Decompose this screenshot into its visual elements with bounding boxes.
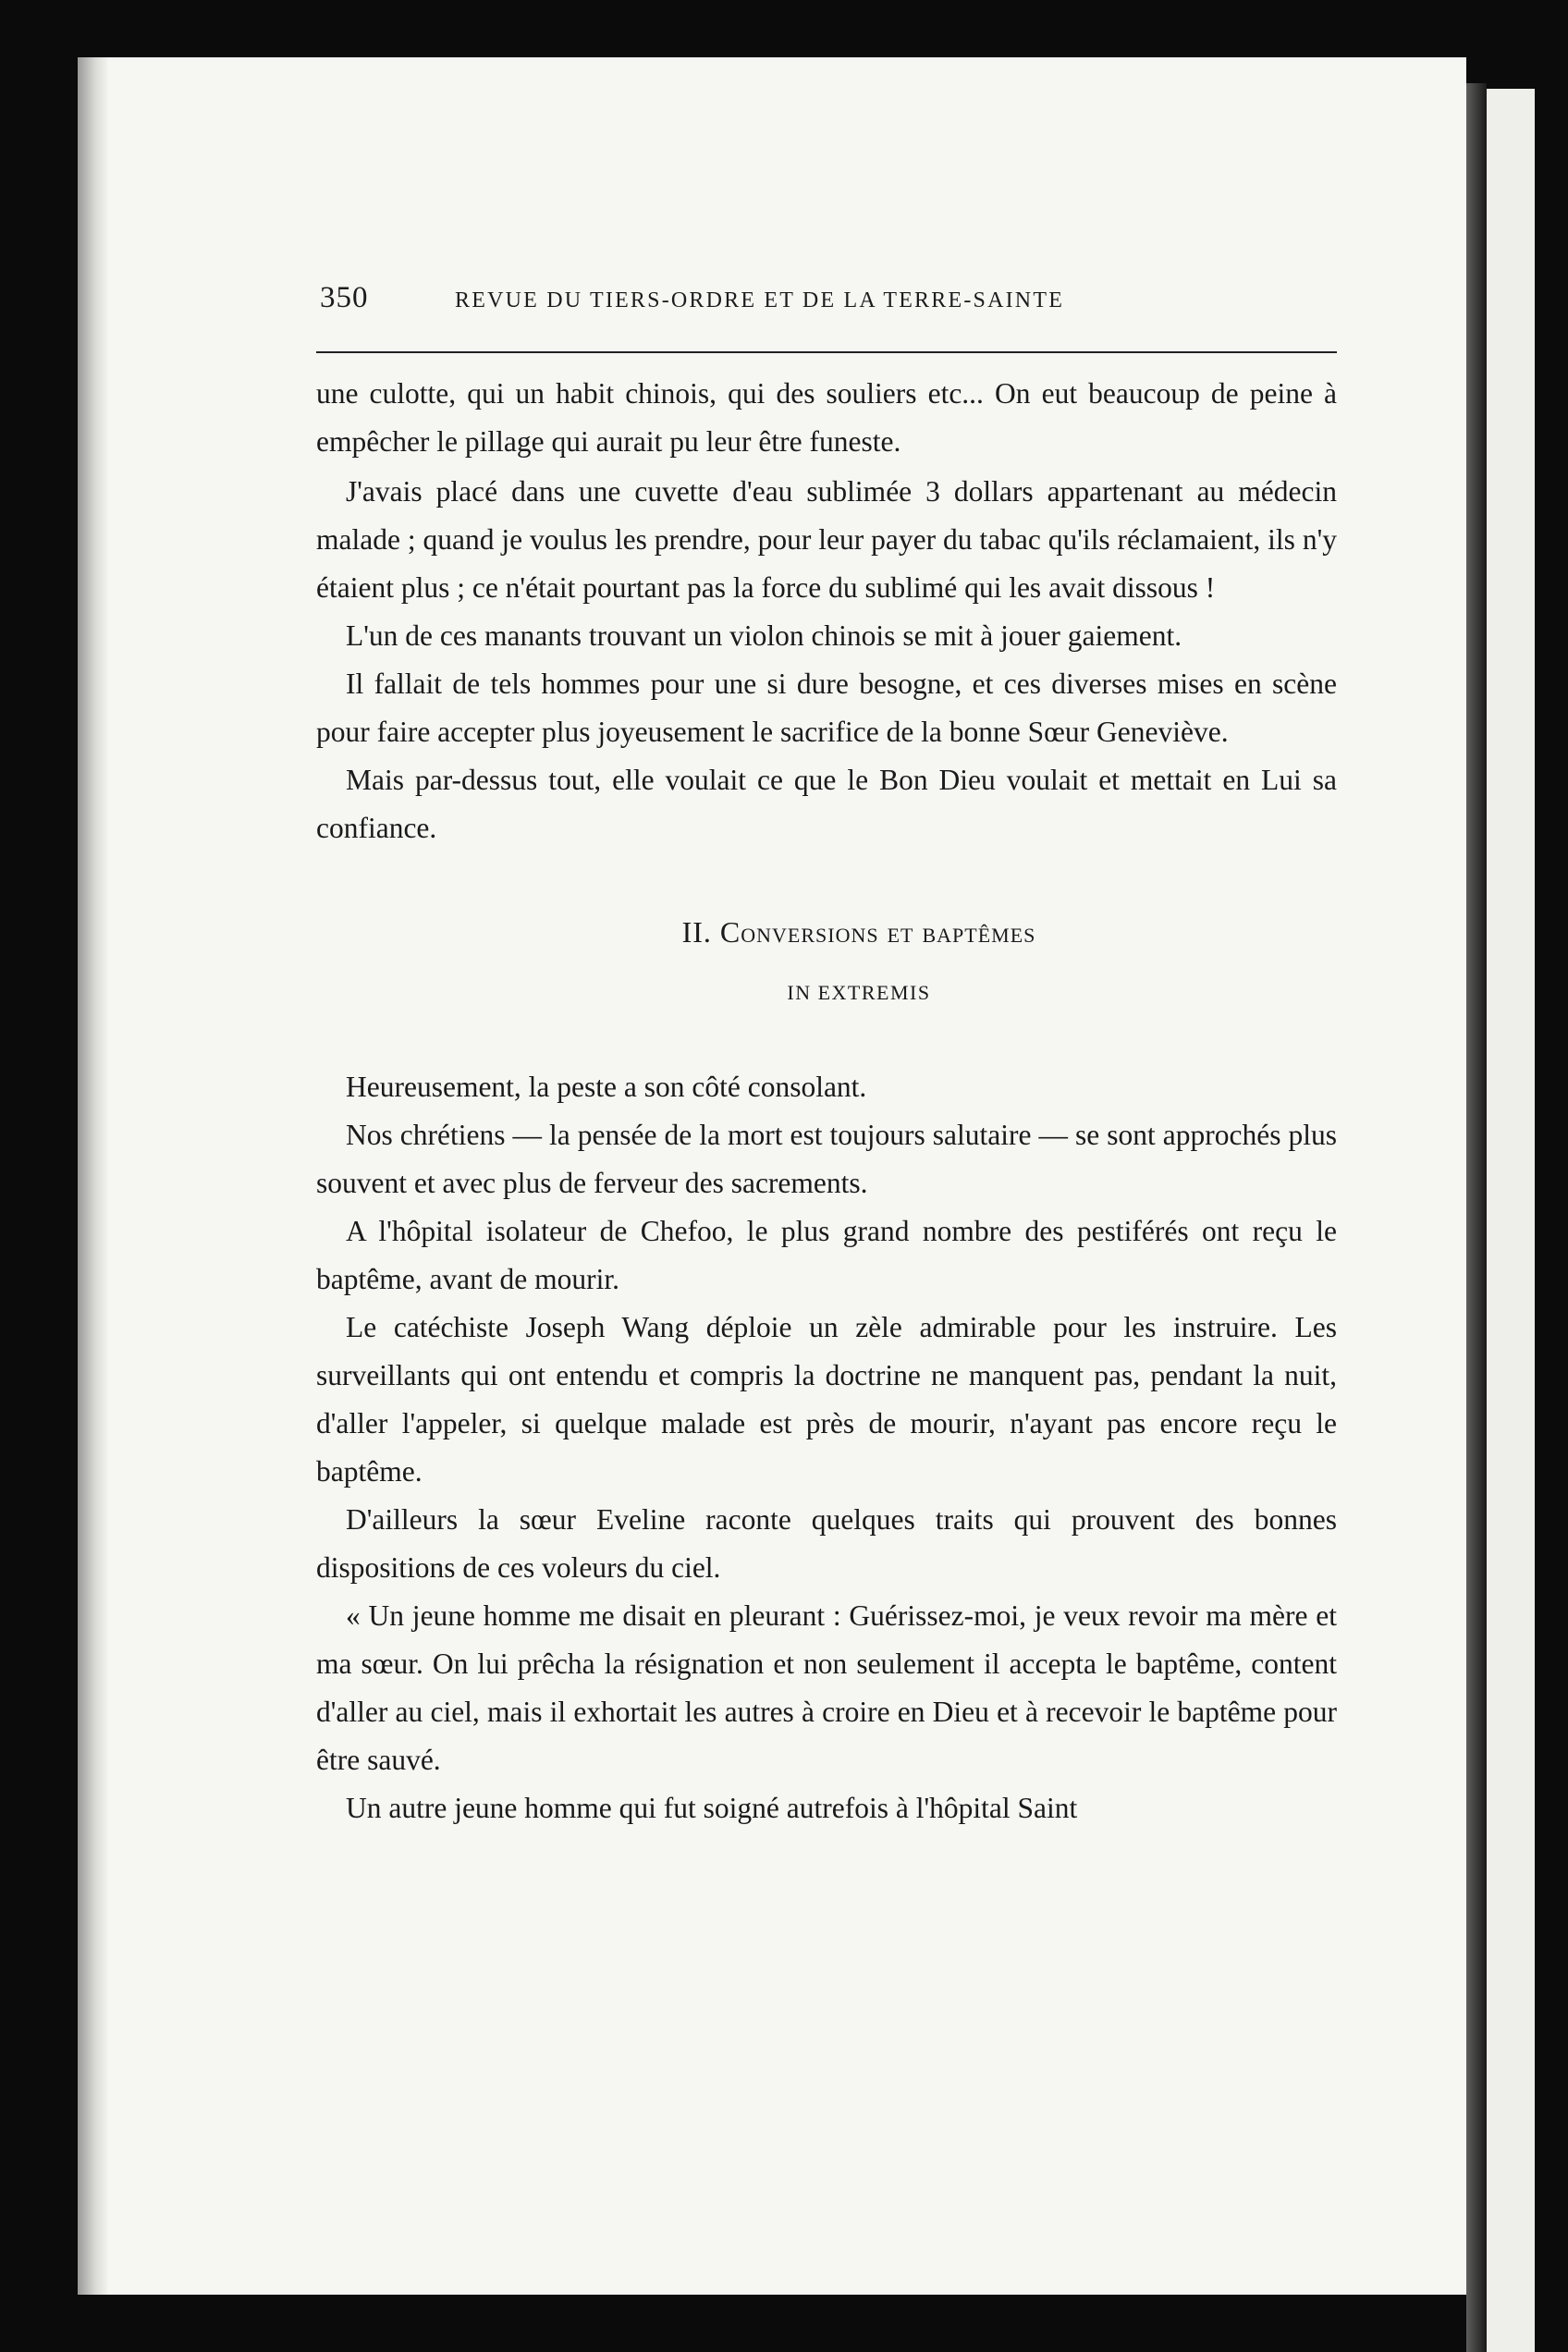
page-gutter-shadow <box>78 57 109 2295</box>
paragraph: Le catéchiste Joseph Wang déploie un zèle admirable pour les instruire. Les surveillants qui ont entendu et compris la doctrine ne manquent pas, pendant la nuit, d'aller l'appeler, si quelque malade est près de mourir, n'ayant pas encore reçu le baptême. <box>316 1311 1337 1488</box>
book-fore-edge <box>1466 83 1487 2352</box>
header-rule <box>316 351 1337 353</box>
paragraph: J'avais placé dans une cuvette d'eau sublimée 3 dollars appartenant au médecin malade ; quand je voulus les prendre, pour leur payer du tabac qu'ils réclamaient, ils n'y étaient plus ; ce n'était pourtant pas la force du sublimé qui les avait dissous ! <box>316 475 1337 604</box>
paragraph: Un autre jeune homme qui fut soigné autrefois à l'hôpital Saint <box>346 1792 1078 1824</box>
section-title: II. Conversions et baptêmes <box>681 915 1036 949</box>
paragraph: L'un de ces manants trouvant un violon chinois se mit à jouer gaiement. <box>346 619 1182 652</box>
paragraph: une culotte, qui un habit chinois, qui des souliers etc... On eut beaucoup de peine à empêcher le pillage qui aurait pu leur être funeste. <box>316 377 1337 458</box>
facing-page-sliver <box>1487 89 1535 2352</box>
body-text <box>316 370 1337 1832</box>
page-number: 350 <box>320 281 369 314</box>
paragraph: Heureusement, la peste a son côté consolant. <box>346 1071 867 1103</box>
running-header <box>320 281 1337 322</box>
running-title: REVUE DU TIERS-ORDRE ET DE LA TERRE-SAINTE <box>455 288 1065 312</box>
paragraph: Il fallait de tels hommes pour une si dure besogne, et ces diverses mises en scène pour faire accepter plus joyeusement le sacrifice de la bonne Sœur Geneviève. <box>316 668 1337 748</box>
paragraph: A l'hôpital isolateur de Chefoo, le plus grand nombre des pestiférés ont reçu le baptême, avant de mourir. <box>316 1215 1337 1295</box>
paragraph: Nos chrétiens — la pensée de la mort est toujours salutaire — se sont approchés plus souvent et avec plus de ferveur des sacrements. <box>316 1119 1337 1199</box>
paragraph: D'ailleurs la sœur Eveline raconte quelques traits qui prouvent des bonnes dispositions de ces voleurs du ciel. <box>316 1503 1337 1584</box>
paragraph: Mais par-dessus tout, elle voulait ce que le Bon Dieu voulait et mettait en Lui sa confiance. <box>316 764 1337 844</box>
section-subtitle: IN EXTREMIS <box>787 981 931 1004</box>
paragraph: « Un jeune homme me disait en pleurant : Guérissez-moi, je veux revoir ma mère et ma sœur. On lui prêcha la résignation et non seulement il accepta le baptême, content d'aller au ciel, mais il exhortait les autres à croire en Dieu et à recevoir le baptême pour être sauvé. <box>316 1599 1337 1776</box>
